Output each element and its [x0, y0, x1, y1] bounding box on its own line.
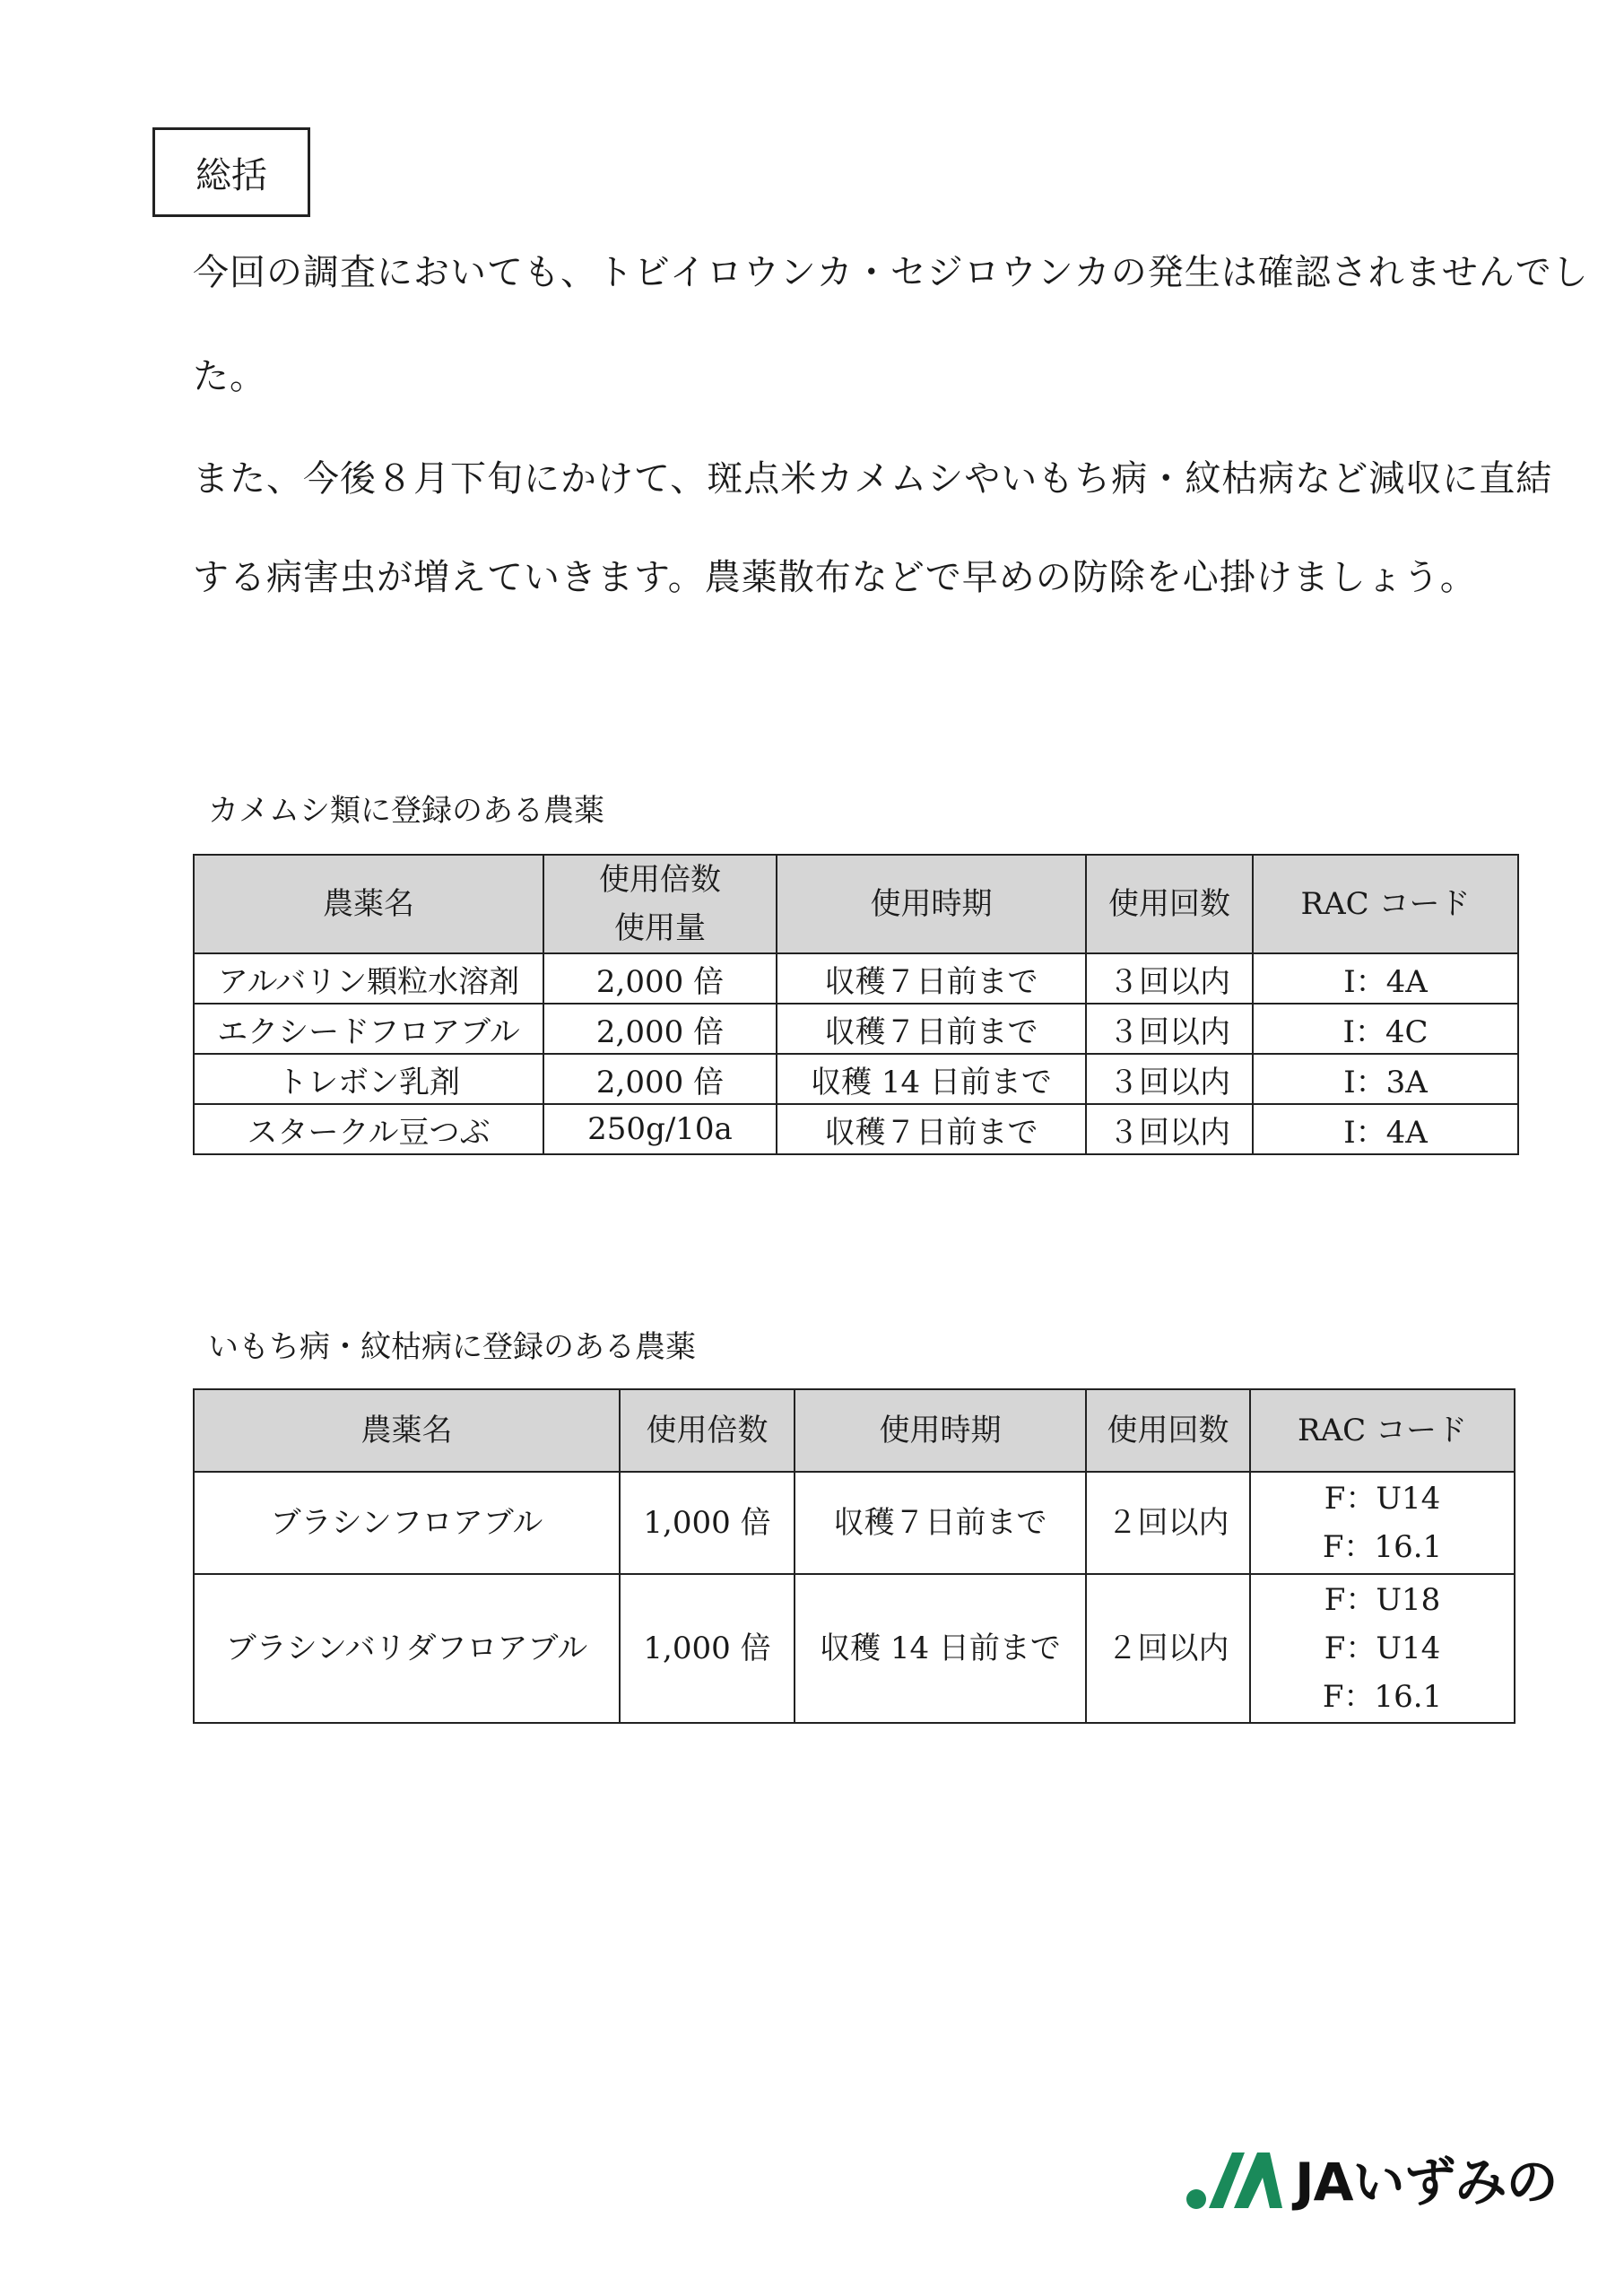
cell-count: ２回以内: [1086, 1472, 1250, 1574]
cell-timing: 収穫７日前まで: [777, 1004, 1086, 1054]
cell-pesticide-name: ブラシンフロアブル: [194, 1472, 620, 1574]
cell-timing: 収穫 14 日前まで: [795, 1574, 1086, 1723]
cell-pesticide-name: ブラシンバリダフロアブル: [194, 1574, 620, 1723]
table-header-row: [194, 855, 1518, 953]
summary-line-1: 今回の調査においても、トビイロウンカ・セジロウンカの発生は確認されませんでし: [193, 252, 1589, 293]
summary-line-2: た。: [193, 356, 266, 397]
header-count: 使用回数: [1086, 855, 1253, 953]
logo-text: JAいずみの: [1295, 2152, 1558, 2213]
cell-rac-code: I：4A: [1253, 953, 1518, 1004]
pesticide-table-stink-bugs: [193, 854, 1519, 1155]
cell-rac-code: [1250, 1574, 1515, 1723]
header-count: 使用回数: [1086, 1389, 1250, 1472]
rac-code-line: F：U18: [1324, 1582, 1441, 1618]
table2-caption: いもち病・紋枯病に登録のある農薬: [208, 1329, 696, 1365]
header-timing: 使用時期: [777, 855, 1086, 953]
header-dilution-amount: [543, 855, 777, 953]
cell-rac-code: I：4C: [1253, 1004, 1518, 1054]
cell-dilution: 1,000 倍: [620, 1472, 795, 1574]
cell-dilution: 2,000 倍: [543, 1054, 777, 1104]
table1-caption: カメムシ類に登録のある農薬: [208, 793, 604, 829]
header-pesticide-name: 農薬名: [194, 1389, 620, 1472]
cell-pesticide-name: アルバリン顆粒水溶剤: [194, 953, 543, 1004]
rac-code-line: F：U14: [1324, 1631, 1441, 1666]
table-row: [194, 1104, 1518, 1154]
cell-count: ３回以内: [1086, 1104, 1253, 1154]
summary-line-4: する病害虫が増えていきます。農薬散布などで早めの防除を心掛けましょう。: [193, 557, 1477, 598]
cell-timing: 収穫７日前まで: [777, 1104, 1086, 1154]
cell-count: ３回以内: [1086, 1004, 1253, 1054]
rac-code-line: F：16.1: [1322, 1529, 1443, 1565]
cell-rac-code: I：4A: [1253, 1104, 1518, 1154]
table-row: [194, 1472, 1515, 1574]
table-row: [194, 1004, 1518, 1054]
cell-count: ３回以内: [1086, 1054, 1253, 1104]
header-amount: 使用量: [614, 910, 706, 946]
table-header-row: [194, 1389, 1515, 1472]
cell-pesticide-name: エクシードフロアブル: [194, 1004, 543, 1054]
table-row: [194, 1574, 1515, 1723]
header-rac-code: RAC コード: [1250, 1389, 1515, 1472]
summary-line-3: また、今後８月下旬にかけて、斑点米カメムシやいもち病・紋枯病など減収に直結: [193, 458, 1553, 500]
header-rac-code: RAC コード: [1253, 855, 1518, 953]
cell-timing: 収穫 14 日前まで: [777, 1054, 1086, 1104]
cell-dilution: 2,000 倍: [543, 1004, 777, 1054]
header-timing: 使用時期: [795, 1389, 1086, 1472]
cell-dilution: 1,000 倍: [620, 1574, 795, 1723]
cell-count: ２回以内: [1086, 1574, 1250, 1723]
summary-heading-box: [152, 127, 310, 217]
table-row: [194, 953, 1518, 1004]
header-pesticide-name: 農薬名: [194, 855, 543, 953]
cell-dilution: 2,000 倍: [543, 953, 777, 1004]
cell-rac-code: I：3A: [1253, 1054, 1518, 1104]
cell-dilution: 250g/10a: [543, 1104, 777, 1154]
header-dilution: 使用倍数: [620, 1389, 795, 1472]
pesticide-table-blast-sheath-blight: [193, 1388, 1515, 1724]
header-dilution: 使用倍数: [599, 862, 721, 898]
cell-rac-code: [1250, 1472, 1515, 1574]
summary-heading: 総括: [195, 154, 267, 196]
cell-pesticide-name: トレボン乳剤: [194, 1054, 543, 1104]
rac-code-line: F：16.1: [1322, 1679, 1443, 1715]
ja-izumino-logo: [1185, 2142, 1557, 2213]
cell-timing: 収穫７日前まで: [777, 953, 1086, 1004]
rac-code-line: F：U14: [1324, 1481, 1441, 1517]
cell-timing: 収穫７日前まで: [795, 1472, 1086, 1574]
cell-count: ３回以内: [1086, 953, 1253, 1004]
cell-pesticide-name: スタークル豆つぶ: [194, 1104, 543, 1154]
table-row: [194, 1054, 1518, 1104]
ja-leaf-icon: [1185, 2145, 1284, 2210]
